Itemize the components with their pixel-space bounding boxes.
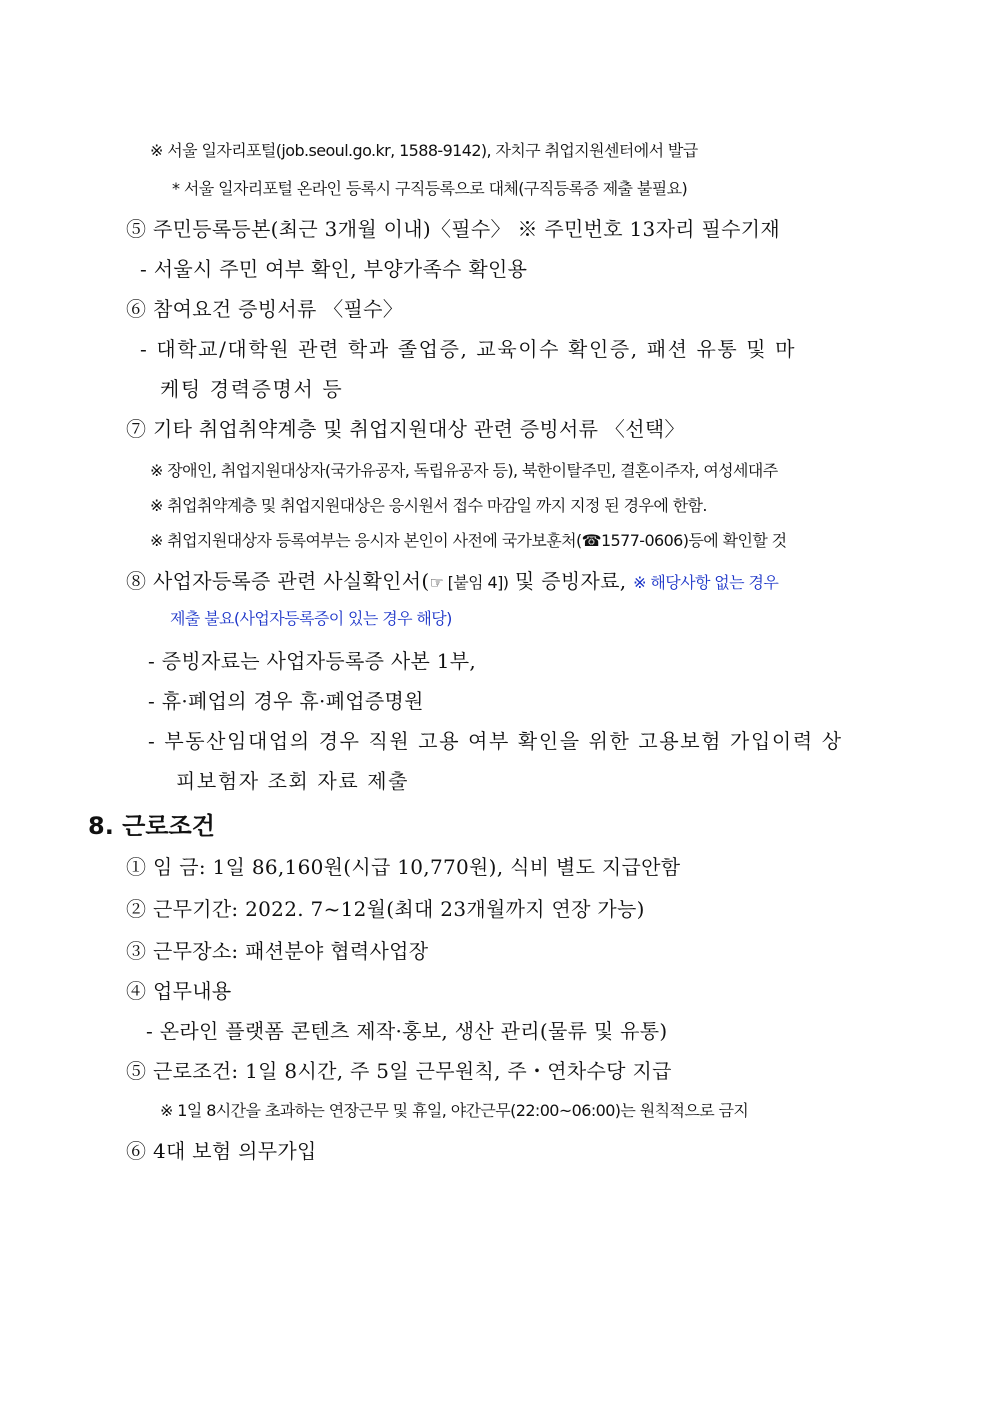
condition-4-duties-detail: - 온라인 플랫폼 콘텐츠 제작·홍보, 생산 관리(물류 및 유통) <box>146 1019 668 1043</box>
note-vulnerable-groups: ※ 장애인, 취업지원대상자(국가유공자, 독립유공자 등), 북한이탈주민, 결혼이주자, 여성세대주 <box>150 461 778 480</box>
note-registration-check: ※ 취업지원대상자 등록여부는 응시자 본인이 사전에 국가보훈처(☎1577-0606)등에 확인할 것 <box>150 531 787 550</box>
condition-6-insurance: ⑥ 4대 보험 의무가입 <box>126 1139 317 1163</box>
condition-5-hours: ⑤ 근로조건: 1일 8시간, 주 5일 근무원칙, 주・연차수당 지급 <box>126 1059 672 1083</box>
condition-1-wage: ① 임 금: 1일 86,160원(시급 10,770원), 식비 별도 지급안함 <box>126 855 681 879</box>
item-5-purpose: - 서울시 주민 여부 확인, 부양가족수 확인용 <box>140 257 528 281</box>
item-6-doc-list: - 대학교/대학원 관련 학과 졸업증, 교육이수 확인증, 패션 유통 및 마 <box>140 337 797 361</box>
item-7-other-docs: ⑦ 기타 취업취약계층 및 취업지원대상 관련 증빙서류 〈선택〉 <box>126 417 685 441</box>
condition-3-location: ③ 근무장소: 패션분야 협력사업장 <box>126 939 429 963</box>
attachment-4-ref: ☞ [붙임 4]) <box>429 573 509 592</box>
note-designation-deadline: ※ 취업취약계층 및 취업지원대상은 응시원서 접수 마감일 까지 지정 된 경우에 한함. <box>150 496 707 515</box>
note-seoul-job-portal: ※ 서울 일자리포털(job.seoul.go.kr, 1588-9142), 자치구 취업지원센터에서 발급 <box>150 141 698 160</box>
item-6-doc-list-cont: 케팅 경력증명서 등 <box>160 377 344 401</box>
condition-2-period: ② 근무기간: 2022. 7~12월(최대 23개월까지 연장 가능) <box>126 897 645 921</box>
item-5-resident-registration: ⑤ 주민등록등본(최근 3개월 이내)〈필수〉 ※ 주민번호 13자리 필수기재 <box>126 217 780 241</box>
item-8-text-cont: 및 증빙자료, <box>508 569 634 593</box>
item-8-highlight-note: ※ 해당사항 없는 경우 <box>633 573 779 592</box>
item-8-evidence-copy: - 증빙자료는 사업자등록증 사본 1부, <box>148 649 477 673</box>
item-8-highlight-note-cont: 제출 불요(사업자등록증이 있는 경우 해당) <box>170 609 452 628</box>
item-8-real-estate-cont: 피보험자 조회 자료 제출 <box>176 769 410 793</box>
item-8-real-estate: - 부동산임대업의 경우 직원 고용 여부 확인을 위한 고용보험 가입이력 상 <box>148 729 843 753</box>
item-6-eligibility-docs: ⑥ 참여요건 증빙서류 〈필수〉 <box>126 297 404 321</box>
note-online-registration: * 서울 일자리포털 온라인 등록시 구직등록으로 대체(구직등록증 제출 불필요) <box>172 179 688 198</box>
note-overtime-prohibited: ※ 1일 8시간을 초과하는 연장근무 및 휴일, 야간근무(22:00~06:00)는 원칙적으로 금지 <box>160 1101 749 1120</box>
section-8-heading: 8. 근로조건 <box>88 812 215 840</box>
item-8-closure-cert: - 휴·폐업의 경우 휴·폐업증명원 <box>148 689 424 713</box>
condition-4-duties: ④ 업무내용 <box>126 979 232 1003</box>
item-8-business-confirmation <box>126 571 778 591</box>
item-8-text: ⑧ 사업자등록증 관련 사실확인서( <box>126 569 430 593</box>
